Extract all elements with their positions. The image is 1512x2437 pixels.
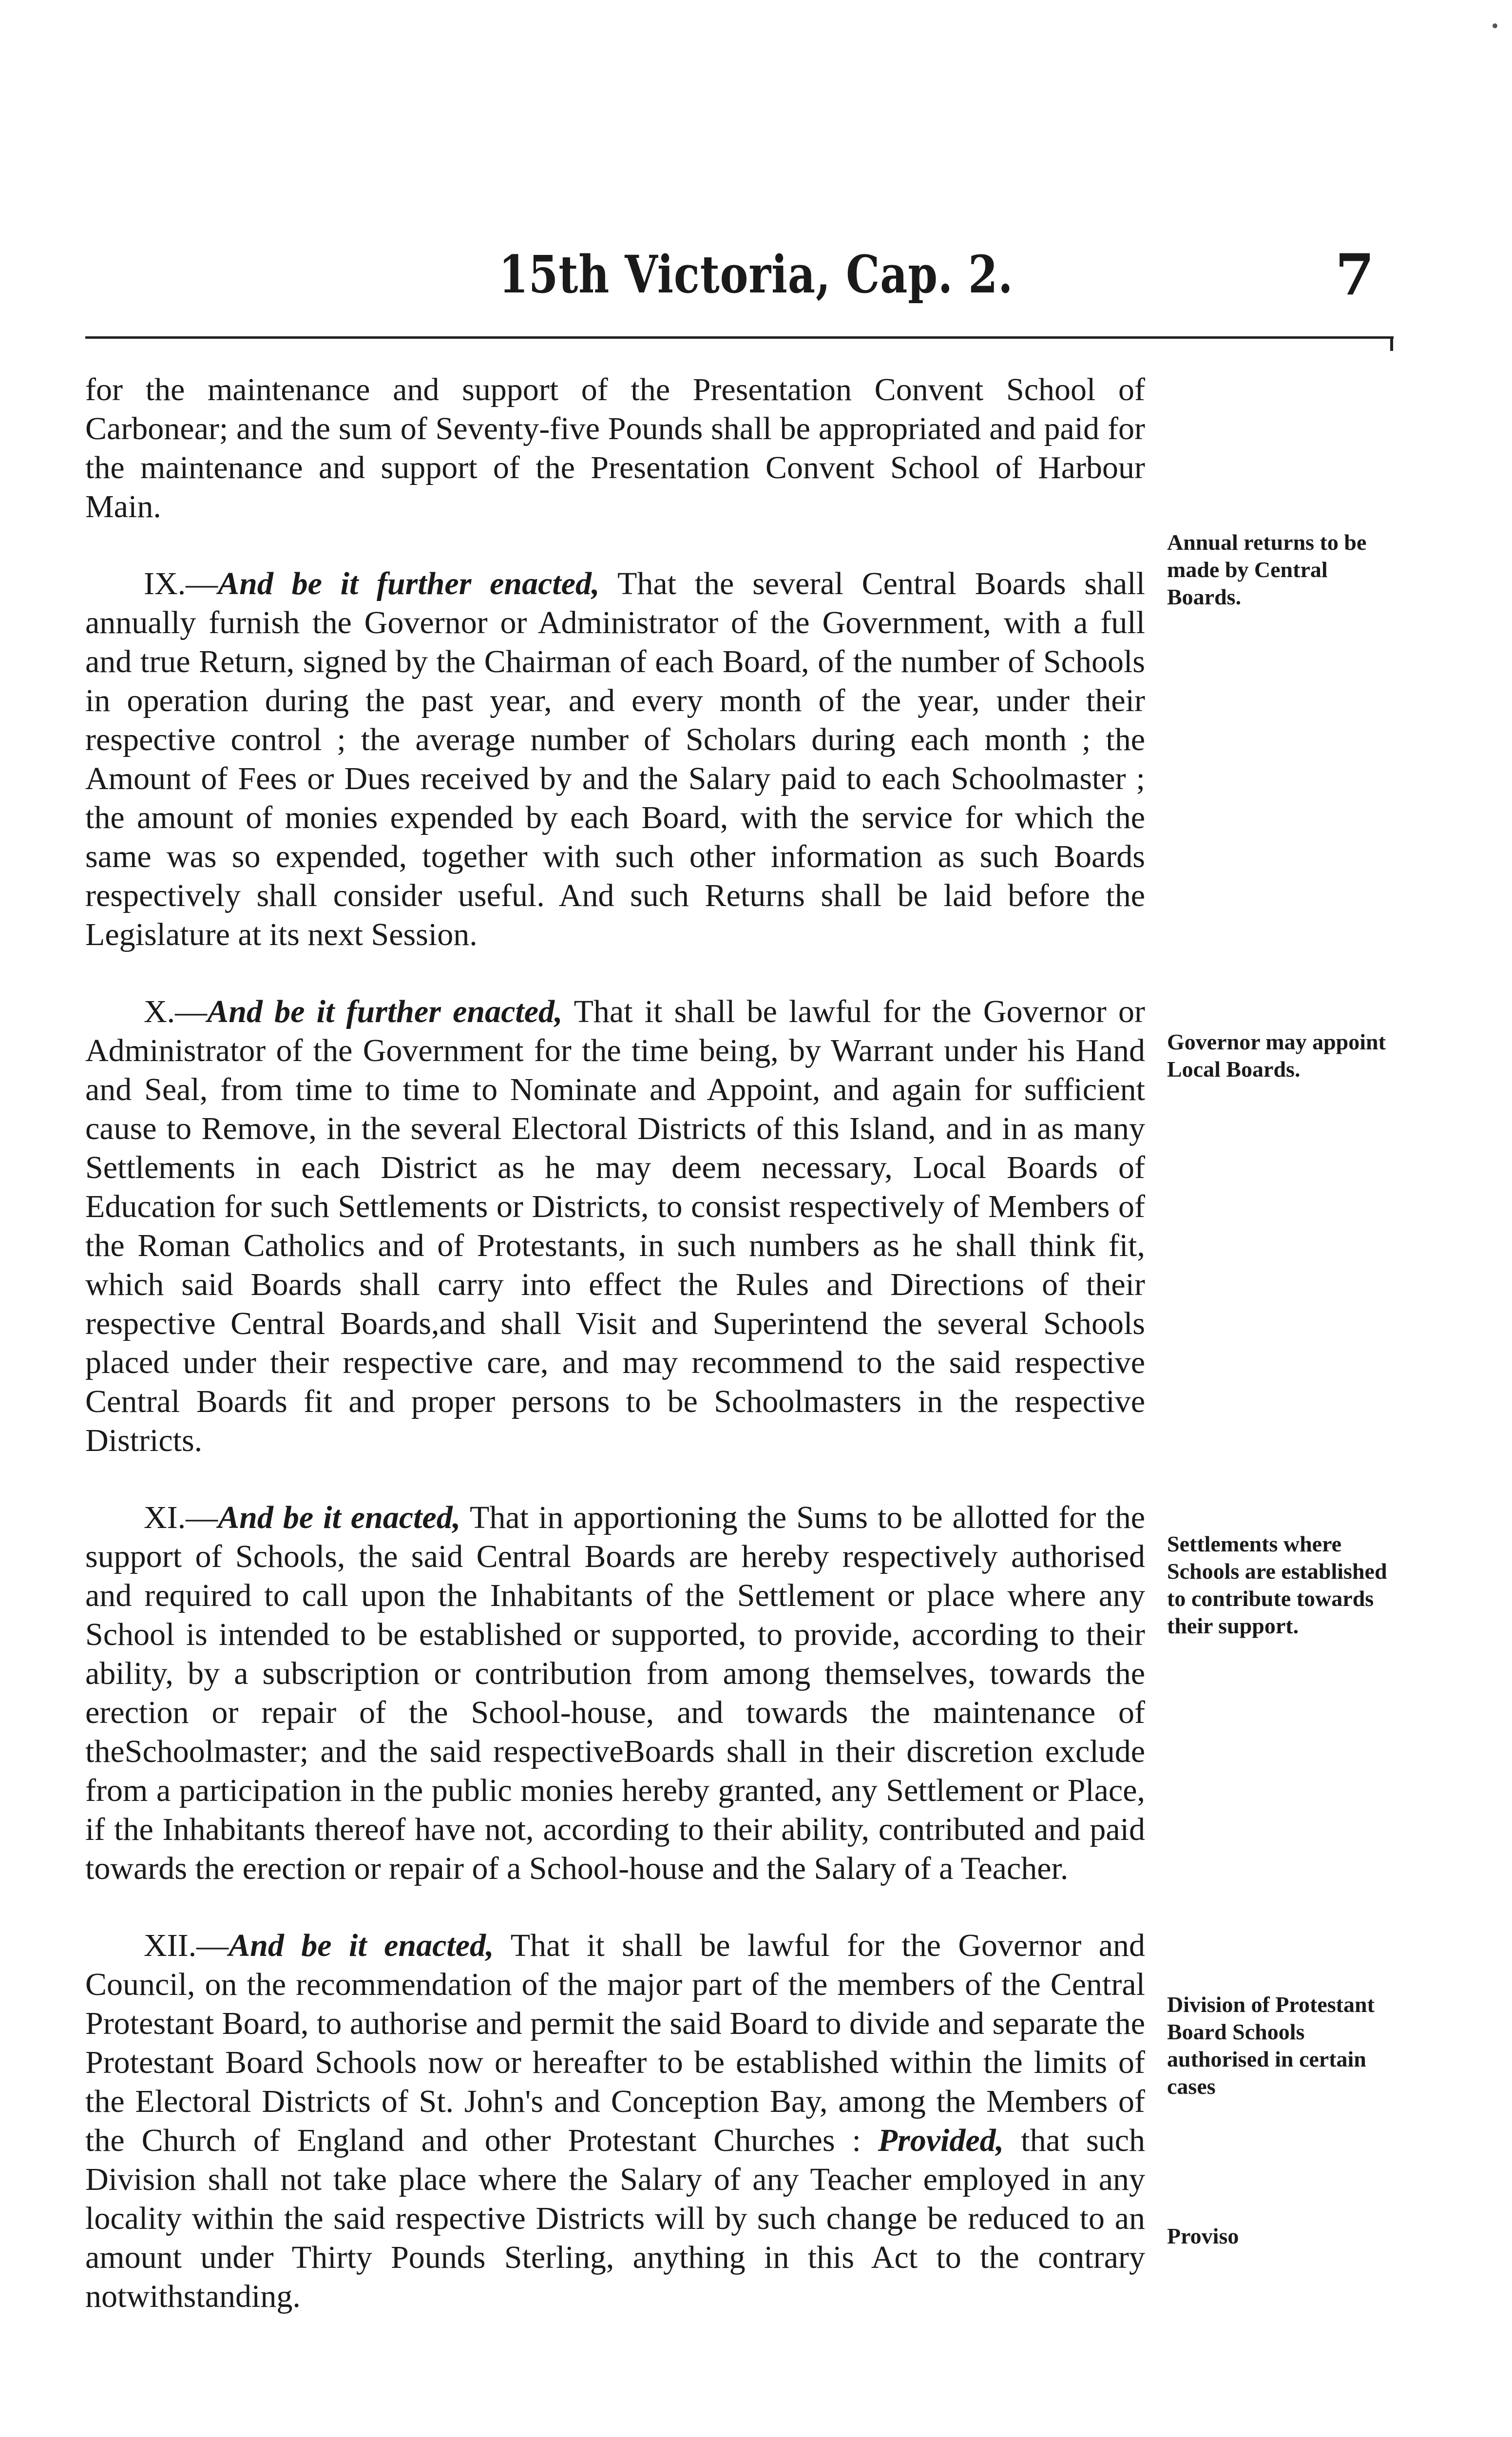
paragraph-continuation: [85, 370, 1145, 526]
section-ix: [85, 564, 1145, 954]
margin-note-proviso: Proviso: [1167, 2224, 1239, 2248]
edge-speck: [1493, 23, 1497, 28]
margin-note-settlements: Settlements where Schools are established to contribute towards their support.: [1167, 1531, 1387, 1638]
header-rule-tick: [1390, 336, 1393, 351]
section-numeral: IX.—: [144, 566, 218, 601]
section-numeral: XI.—: [144, 1500, 218, 1535]
margin-note-division: Division of Protestant Board Schools authorised in certain cases: [1167, 1992, 1375, 2099]
paragraph-text: for the maintenance and support of the Presentation Convent School of Carbonear; and the sum of Seventy-five Pounds shall be appropriated and paid for the maintenance and support of the Presentation Convent School of Harbour Main.: [85, 372, 1145, 524]
paragraph-text: That the several Central Boards shall annually furnish the Governor or Administrator of the Government, with a full and true Return, signed by the Chairman of each Board, of the number of Schools in operation during the past year, and every month of the year, under their respective control ; the average number of Scholars during each month ; the Amount of Fees or Dues received by and the Salary paid to each Schoolmaster ; the amount of monies expended by each Board, with the service for which the same was so expended, together with such other information as such Boards respectively shall consider useful. And such Returns shall be laid before the Legislature at its next Session.: [85, 566, 1145, 952]
enacting-clause: And be it enacted,: [229, 1928, 494, 1963]
paragraph-text: that such Division shall not take place where the Salary of any Teacher employed in any locality within the said respective Districts will by such change be reduced to an amount under Thirty Pounds Sterling, anything in this Act to the contrary notwithstanding.: [85, 2123, 1145, 2314]
enacting-clause: And be it enacted,: [218, 1500, 461, 1535]
paragraph-text: That in apportioning the Sums to be allotted for the support of Schools, the said Central Boards are hereby respectively authorised and required to call upon the Inhabitants of the Settlement or place where any School is intended to be established or supported, to provide, according to their ability, by a subscription or contribution from among themselves, towards the erection or repair of the School-house, and towards the maintenance of theSchoolmaster; and the said respectiveBoards shall in their discretion exclude from a participation in the public monies hereby granted, any Settlement or Place, if the Inhabitants thereof have not, according to their ability, contributed and paid towards the erection or repair of a School-house and the Salary of a Teacher.: [85, 1500, 1146, 1886]
paragraph-text: That it shall be lawful for the Governor and Council, on the recommendation of the major part of the members of the Central Protestant Board, to authorise and permit the said Board to divide and separate the Protestant Board Schools now or hereafter to be established within the limits of the Electoral Districts of St. John's and Conception Bay, among the Members of the Church of England and other Protestant Churches :: [85, 1928, 1146, 2158]
section-numeral: X.—: [144, 994, 208, 1029]
body-text: [85, 370, 1145, 2354]
section-x: [85, 992, 1145, 1460]
section-xi: [85, 1498, 1145, 1888]
paragraph-text: That it shall be lawful for the Governor or Administrator of the Government for the time being, by Warrant under his Hand and Seal, from time to time to Nominate and Appoint, and again for sufficient cause to Remove, in the several Electoral Districts of this Island, and in as many Settlements in each District as he may deem necessary, Local Boards of Education for such Settlements or Districts, to consist respectively of Members of the Roman Catholics and of Protestants, in such numbers as he shall think fit, which said Boards shall carry into effect the Rules and Directions of their respective Central Boards,and shall Visit and Superintend the several Schools placed under their respective care, and may recommend to the said respective Central Boards fit and proper persons to be Schoolmasters in the respective Districts.: [85, 994, 1145, 1458]
running-title: 15th Victoria, Cap. 2.: [498, 244, 1014, 305]
section-numeral: XII.—: [144, 1928, 229, 1963]
margin-note-annual-returns: Annual returns to be made by Central Boards.: [1167, 530, 1367, 609]
enacting-clause: And be it further enacted,: [207, 994, 563, 1029]
margin-note-local-boards: Governor may appoint Local Boards.: [1167, 1029, 1386, 1082]
page-header: [0, 244, 1512, 322]
proviso-word: Provided,: [878, 2123, 1004, 2158]
header-rule: [85, 336, 1394, 339]
page-number: 7: [1335, 242, 1375, 308]
enacting-clause: And be it further enacted,: [218, 566, 600, 601]
section-xii: [85, 1926, 1145, 2316]
